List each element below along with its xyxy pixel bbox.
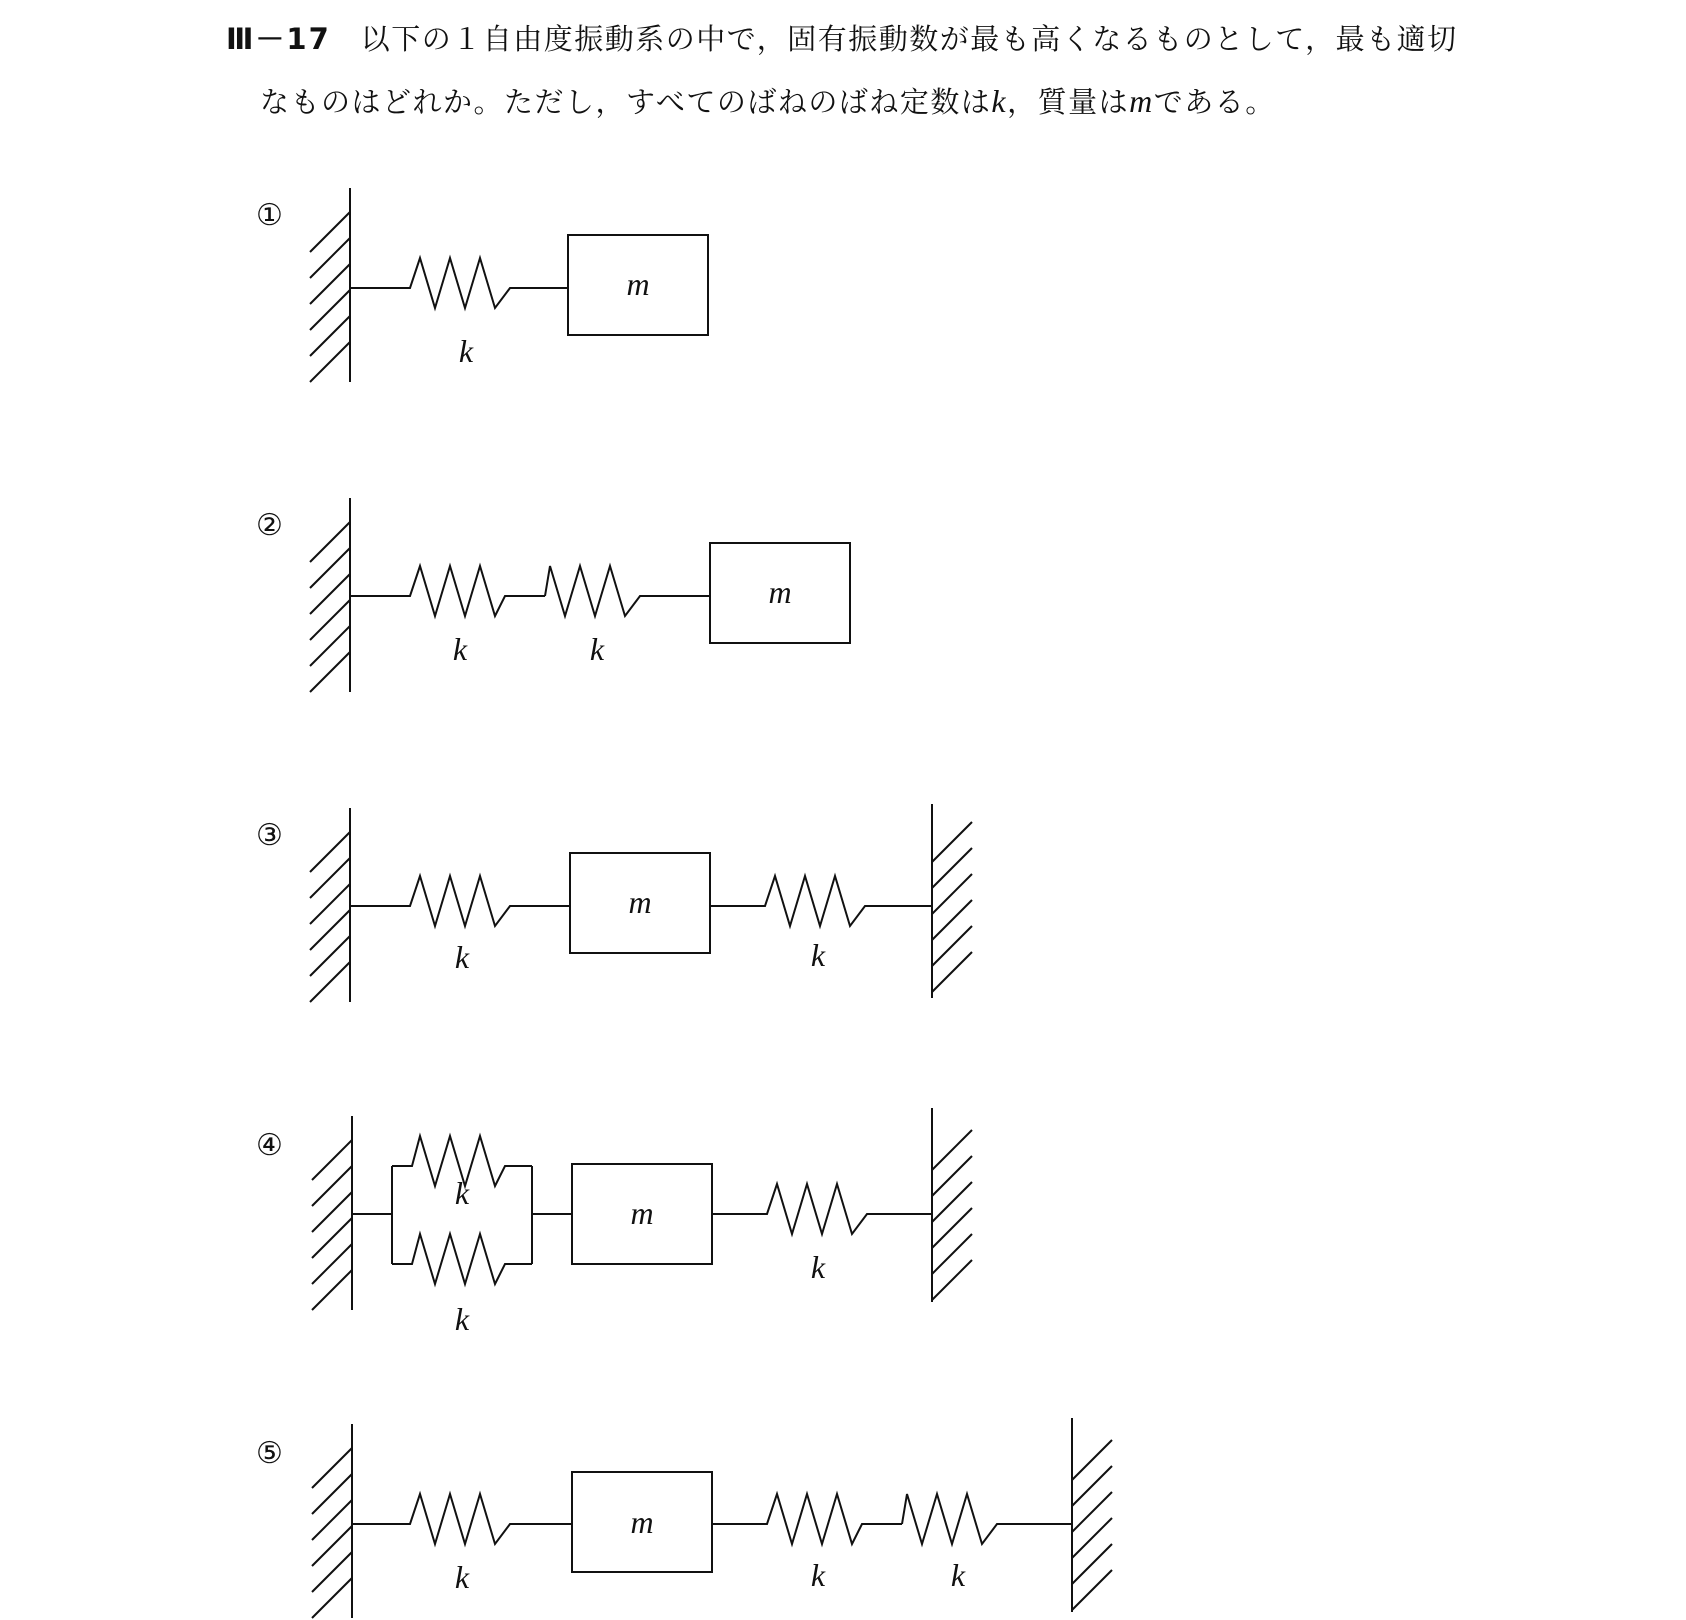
spring-3a bbox=[350, 876, 570, 926]
mass-label-4: m bbox=[630, 1195, 654, 1231]
spring-constant-symbol: k bbox=[991, 83, 1008, 119]
wall-right-3 bbox=[932, 804, 972, 998]
option-5-diagram bbox=[256, 1418, 1112, 1618]
mass-label-3: m bbox=[628, 884, 652, 920]
mass-symbol: m bbox=[1129, 83, 1154, 119]
wall-right-5 bbox=[1072, 1418, 1112, 1612]
wall-left-3 bbox=[310, 808, 350, 1002]
question-text-line-2b: ，質量は bbox=[1007, 85, 1130, 119]
spring-5b bbox=[712, 1494, 902, 1544]
spring-label-5c: k bbox=[950, 1557, 966, 1593]
option-2-marker[interactable]: ② bbox=[256, 509, 283, 542]
spring-5c bbox=[902, 1494, 1072, 1544]
option-1-marker[interactable]: ① bbox=[256, 199, 283, 232]
question-text-line-2c: である。 bbox=[1153, 85, 1276, 119]
spring-label-2a: k bbox=[452, 631, 468, 667]
spring-label-3b: k bbox=[810, 937, 826, 973]
wall-left-1 bbox=[310, 188, 350, 382]
question-text-line-2a: なものはどれか。ただし，すべてのばねのばね定数は bbox=[260, 85, 992, 119]
option-4-diagram bbox=[256, 1108, 972, 1337]
spring-label-5b: k bbox=[810, 1557, 826, 1593]
option-5-marker[interactable]: ⑤ bbox=[256, 1437, 283, 1470]
mass-label-5: m bbox=[630, 1504, 654, 1540]
spring-4b bbox=[392, 1234, 532, 1284]
spring-label-2b: k bbox=[589, 631, 605, 667]
spring-1a bbox=[350, 258, 568, 308]
spring-label-5a: k bbox=[454, 1559, 470, 1595]
mass-label-2: m bbox=[768, 574, 792, 610]
wall-left-5 bbox=[312, 1424, 352, 1618]
spring-label-4b: k bbox=[454, 1301, 470, 1337]
spring-label-4c: k bbox=[810, 1249, 826, 1285]
mass-label-1: m bbox=[626, 266, 650, 302]
option-3-marker[interactable]: ③ bbox=[256, 819, 283, 852]
wall-left-4 bbox=[312, 1116, 352, 1310]
spring-4c bbox=[712, 1184, 932, 1234]
spring-2a bbox=[350, 566, 545, 616]
option-4-marker[interactable]: ④ bbox=[256, 1129, 283, 1162]
wall-left-2 bbox=[310, 498, 350, 692]
spring-5a bbox=[352, 1494, 572, 1544]
spring-3b bbox=[710, 876, 932, 926]
wall-right-4 bbox=[932, 1108, 972, 1302]
option-3-diagram bbox=[256, 804, 972, 1002]
option-1-diagram bbox=[256, 188, 708, 382]
spring-label-3a: k bbox=[454, 939, 470, 975]
question-number: Ⅲ－17 bbox=[226, 22, 331, 56]
option-2-diagram bbox=[256, 498, 850, 692]
spring-2b bbox=[545, 566, 710, 616]
spring-label-4a: k bbox=[454, 1175, 470, 1211]
question-text-line-1: 以下の１自由度振動系の中で，固有振動数が最も高くなるものとして，最も適切 bbox=[360, 22, 1458, 56]
spring-label-1a: k bbox=[458, 333, 474, 369]
